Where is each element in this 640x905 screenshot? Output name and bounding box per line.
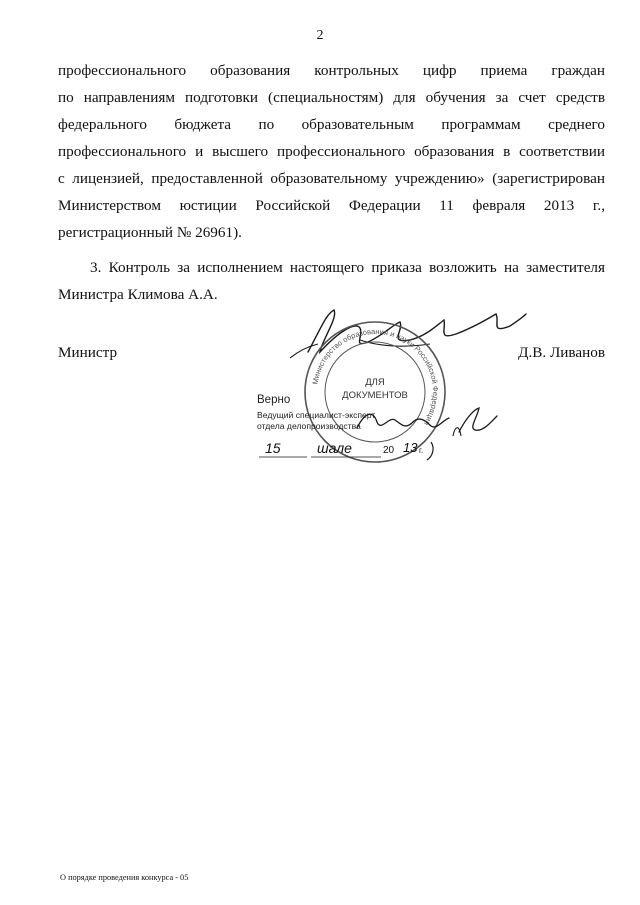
body-line: профессионального и высшего профессионального образования в соответствии xyxy=(58,143,605,160)
footer-note: О порядке проведения конкурса - 05 xyxy=(60,873,189,882)
body-line: федерального бюджета по образовательным программам среднего xyxy=(58,116,605,133)
body-line: регистрационный № 26961). xyxy=(58,224,242,241)
signer-name: Д.В. Ливанов xyxy=(518,344,605,361)
stamp-center-line1: ДЛЯ xyxy=(365,377,385,388)
certifier-signature xyxy=(355,402,500,442)
date-day: 15 xyxy=(265,440,281,456)
certification-date xyxy=(255,438,445,462)
body-line: по направлениям подготовки (специальностям) для обучения за счет средств xyxy=(58,89,605,106)
stamp-center-line2: ДОКУМЕНТОВ xyxy=(342,390,408,401)
document-body xyxy=(58,57,605,308)
cert-position-line2: отдела делопроизводства xyxy=(257,421,361,431)
cert-position-line1: Ведущий специалист-эксперт xyxy=(257,410,376,420)
date-g: г. xyxy=(419,446,424,455)
date-year-prefix: 20 xyxy=(383,445,395,456)
body-line: профессионального образования контрольных цифр приема граждан xyxy=(58,62,605,79)
date-month: шале xyxy=(317,440,352,456)
page-number: 2 xyxy=(316,28,324,43)
body-line: Министерством юстиции Российской Федерации 11 февраля 2013 г., xyxy=(58,197,605,214)
date-year-suffix: 13 xyxy=(403,440,418,455)
body-line: с лицензией, предоставленной образовательному учреждению» (зарегистрирован xyxy=(58,170,605,187)
body-line: Министра Климова А.А. xyxy=(58,286,218,303)
body-line: 3. Контроль за исполнением настоящего приказа возложить на заместителя xyxy=(90,259,605,276)
stamp-ring-text: Министерство образования и науки Российской Федерации xyxy=(310,326,441,428)
signer-position: Министр xyxy=(58,344,118,361)
cert-title: Верно xyxy=(257,394,291,406)
